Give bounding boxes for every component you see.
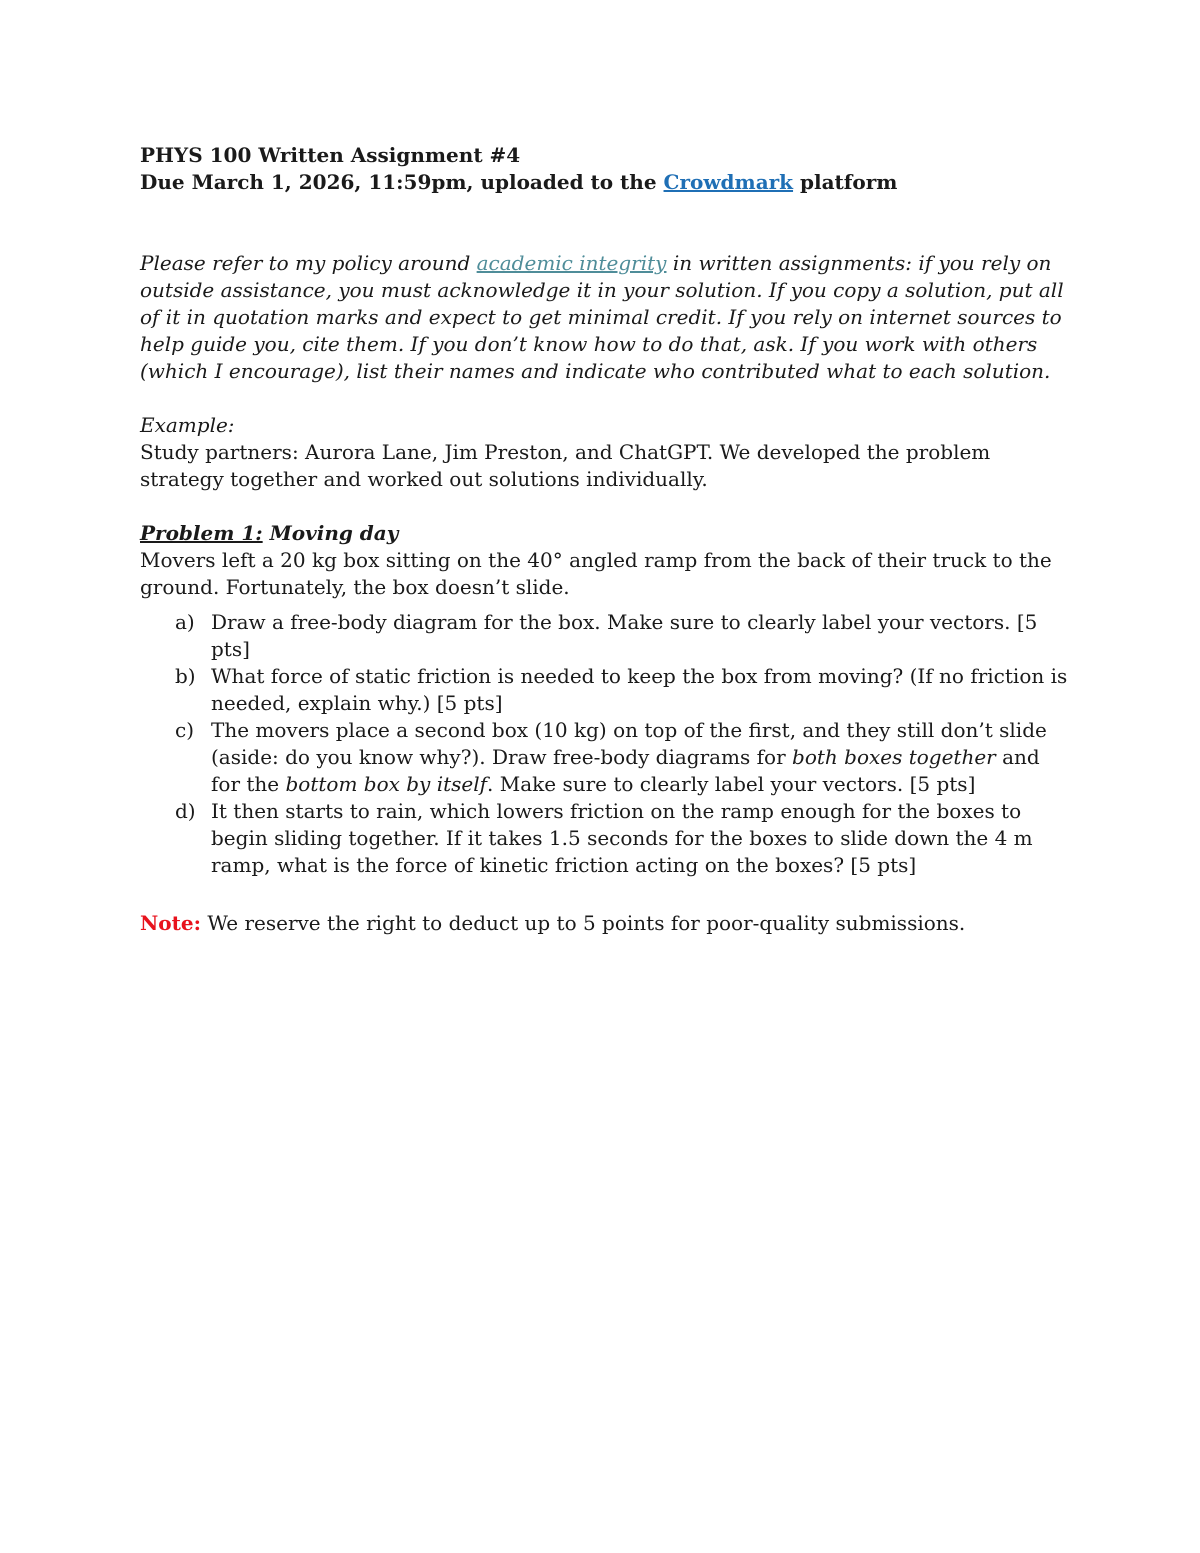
- note-label: Note:: [140, 911, 201, 935]
- part-text: and for the: [211, 745, 1040, 796]
- part-text: What force of static friction is needed to keep the box from moving? (If no friction is needed, explain why.) [5 pts]: [211, 664, 1068, 715]
- list-item: [140, 798, 1070, 879]
- example-section: [140, 412, 1070, 493]
- policy-prefix: Please refer to my policy around: [140, 251, 471, 275]
- crowdmark-link[interactable]: Crowdmark: [663, 170, 794, 194]
- part-marker: d): [175, 799, 196, 823]
- due-text: Due March 1, 2026, 11:59pm, uploaded to the: [140, 170, 657, 194]
- academic-integrity-link[interactable]: academic integrity: [476, 251, 667, 275]
- part-text: Draw a free-body diagram for the box. Make sure to clearly label your vectors. [5 pts]: [211, 610, 1038, 661]
- note-paragraph: [140, 910, 1070, 937]
- list-item: [140, 717, 1070, 798]
- problem-title: [140, 520, 1070, 547]
- part-text: It then starts to rain, which lowers friction on the ramp enough for the boxes to begin sliding together. If it takes 1.5 seconds for the boxes to slide down the 4 m ramp, what is the force of kinetic friction acting on the boxes? [5 pts]: [211, 799, 1033, 877]
- list-item: [140, 609, 1070, 663]
- part-text: . Make sure to clearly label your vectors. [5 pts]: [487, 772, 976, 796]
- example-label: Example:: [140, 413, 235, 437]
- due-suffix: platform: [800, 170, 898, 194]
- integrity-policy-paragraph: [140, 250, 1070, 385]
- problem-parts-list: [140, 609, 1070, 879]
- part-emphasis: both boxes together: [792, 745, 996, 769]
- part-marker: a): [175, 610, 195, 634]
- note-text: We reserve the right to deduct up to 5 points for poor-quality submissions.: [207, 911, 966, 935]
- part-marker: c): [175, 718, 195, 742]
- part-emphasis: bottom box by itself: [285, 772, 488, 796]
- problem-intro: Movers left a 20 kg box sitting on the 40° angled ramp from the back of their truck to the ground. Fortunately, the box doesn’t slide.: [140, 548, 1052, 599]
- part-text: The movers place a second box (10 kg) on top of the first, and they still don’t slide (aside: do you know why?). Draw free-body diagrams for: [211, 718, 1047, 769]
- assignment-header: [140, 142, 1070, 196]
- problem-1-section: [140, 520, 1070, 879]
- part-marker: b): [175, 664, 196, 688]
- problem-number: Problem 1:: [140, 521, 263, 545]
- assignment-title: PHYS 100 Written Assignment #4: [140, 143, 521, 167]
- due-line: [140, 169, 1070, 196]
- example-text: Study partners: Aurora Lane, Jim Preston, and ChatGPT. We developed the problem strategy together and worked out solutions individually.: [140, 440, 991, 491]
- list-item: [140, 663, 1070, 717]
- problem-name: Moving day: [269, 521, 399, 545]
- policy-body: in written assignments: if you rely on outside assistance, you must acknowledge it in your solution. If you copy a solution, put all of it in quotation marks and expect to get minimal credit. If you rely on internet sources to help guide you, cite them. If you don’t know how to do that, ask. If you work with others (which I encourage), list their names and indicate who contributed what to each solution.: [140, 251, 1064, 383]
